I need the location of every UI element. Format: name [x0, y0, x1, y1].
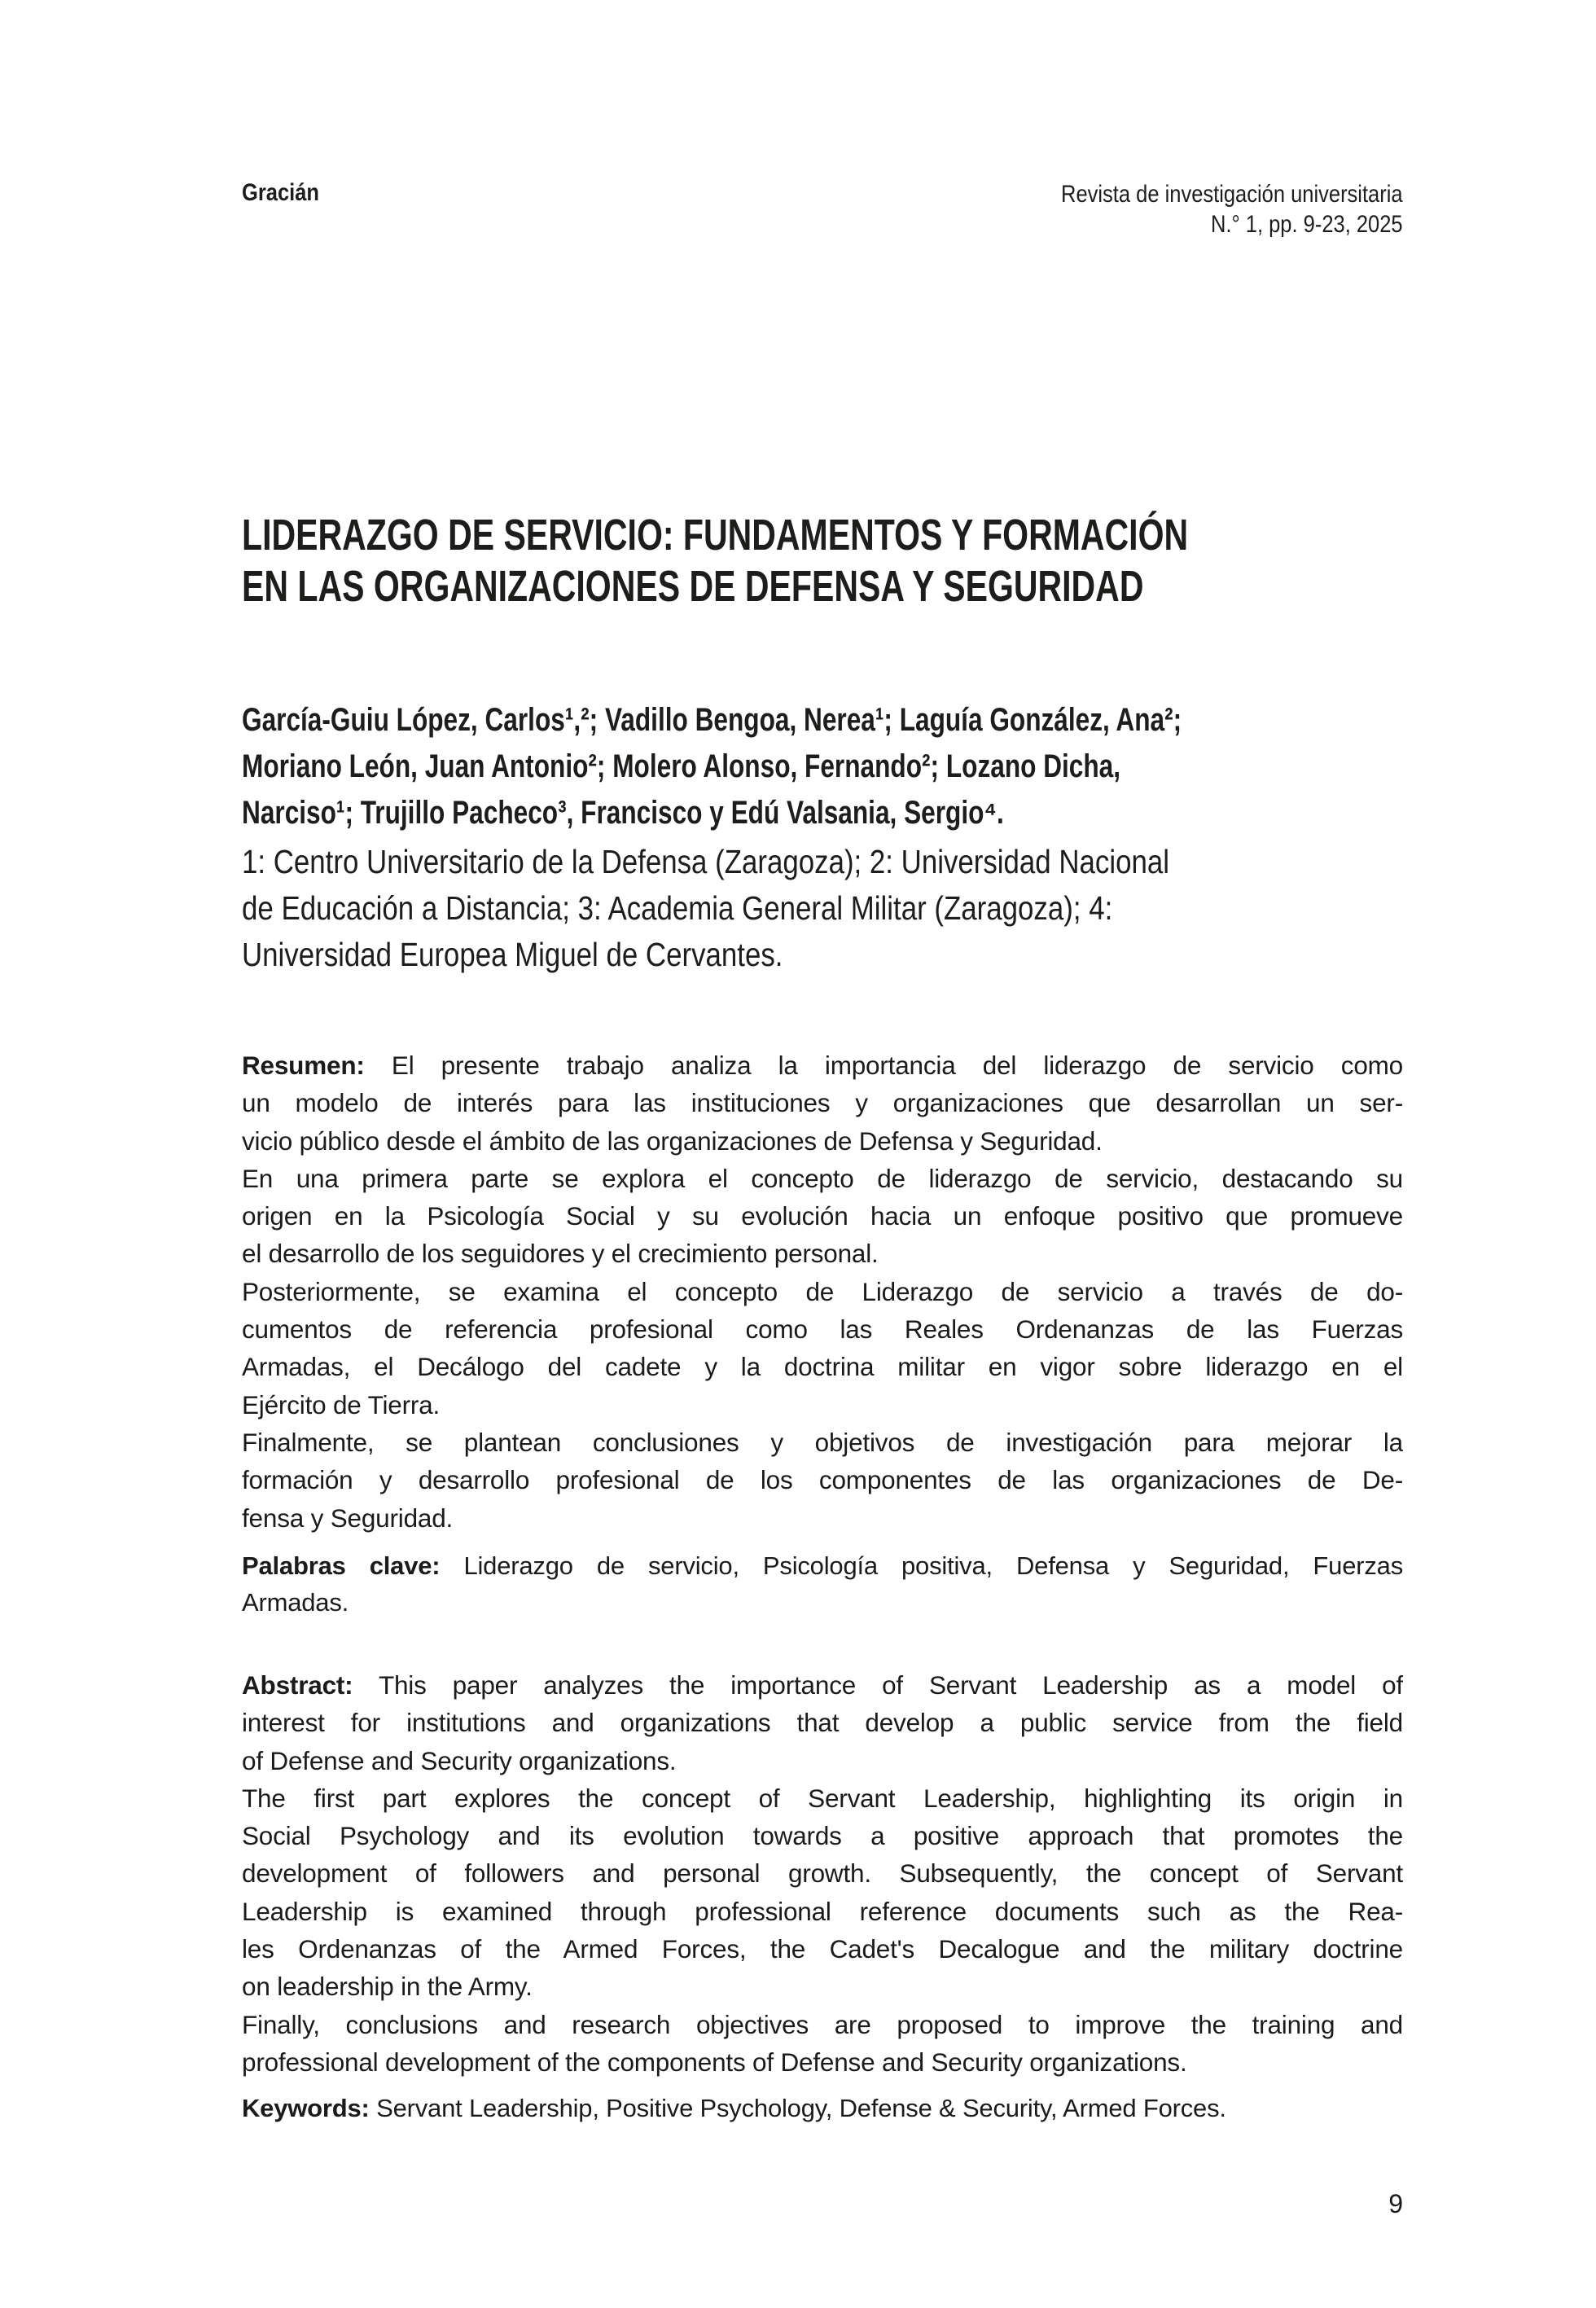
text-line: cumentos de referencia profesional como las Reales Ordenanzas de las Fuerzas: [242, 1314, 1403, 1345]
text-line: el desarrollo de los seguidores y el crecimiento personal.: [242, 1239, 879, 1269]
text-line: origen en la Psicología Social y su evolución hacia un enfoque positivo que promueve: [242, 1201, 1403, 1231]
text-line: les Ordenanzas of the Armed Forces, the Cadet's Decalogue and the military doctrine: [242, 1934, 1403, 1964]
text-line: Universidad Europea Miguel de Cervantes.: [242, 936, 783, 973]
text-line: vicio público desde el ámbito de las organizaciones de Defensa y Seguridad.: [242, 1125, 1103, 1156]
text-line: Moriano León, Juan Antonio²; Molero Alonso, Fernando²; Lozano Dicha,: [242, 748, 1121, 784]
text-line: interest for institutions and organizations that develop a public service from the field: [242, 1708, 1403, 1738]
text-line: Posteriormente, se examina el concepto de Liderazgo de servicio a través de do-: [242, 1276, 1403, 1306]
text-line: formación y desarrollo profesional de los componentes de las organizaciones de De-: [242, 1465, 1403, 1495]
text-line: The first part explores the concept of Servant Leadership, highlighting its origin in: [242, 1783, 1403, 1813]
page-number: 9: [1388, 2189, 1403, 2218]
text-line: En una primera parte se explora el concepto de liderazgo de servicio, destacando su: [242, 1163, 1403, 1193]
text-line: de Educación a Distancia; 3: Academia General Militar (Zaragoza); 4:: [242, 889, 1113, 927]
text-line: Abstract: This paper analyzes the importance of Servant Leadership as a model of: [242, 1670, 1403, 1700]
article-title: [242, 510, 1487, 612]
lead-label: Keywords:: [242, 2094, 370, 2122]
text-line: 1: Centro Universitario de la Defensa (Zaragoza); 2: Universidad Nacional: [242, 843, 1169, 880]
text-line: Armadas.: [242, 1588, 349, 1617]
keywords-section: [242, 2090, 1403, 2126]
journal-name: Revista de investigación universitaria: [1061, 181, 1403, 208]
running-header-author: Gracián: [242, 179, 319, 206]
text-line: EN LAS ORGANIZACIONES DE DEFENSA Y SEGURIDAD: [242, 562, 1144, 611]
text-line: on leadership in the Army.: [242, 1972, 533, 2002]
lead-label: Abstract:: [242, 1670, 353, 1700]
text-line: Palabras clave: Liderazgo de servicio, Psicología positiva, Defensa y Seguridad, Fuerzas: [242, 1551, 1403, 1580]
text-line: Resumen: El presente trabajo analiza la importancia del liderazgo de servicio como: [242, 1051, 1403, 1080]
lead-label: Palabras clave:: [242, 1551, 441, 1580]
text-line: Finalmente, se plantean conclusiones y objetivos de investigación para mejorar la: [242, 1427, 1403, 1457]
text-line: Finally, conclusions and research objectives are proposed to improve the training and: [242, 2009, 1403, 2039]
journal-issue: N.° 1, pp. 9-23, 2025: [1211, 211, 1403, 238]
text-line: Narciso¹; Trujillo Pacheco³, Francisco y Edú Valsania, Sergio⁴.: [242, 795, 1004, 831]
text-line: development of followers and personal growth. Subsequently, the concept of Servant: [242, 1858, 1403, 1889]
text-line: Armadas, el Decálogo del cadete y la doctrina militar en vigor sobre liderazgo en el: [242, 1352, 1403, 1382]
text-line: Leadership is examined through professional reference documents such as the Rea-: [242, 1896, 1403, 1926]
text-line: of Defense and Security organizations.: [242, 1745, 677, 1775]
lead-label: Resumen:: [242, 1051, 365, 1080]
resumen-section: [242, 1046, 1403, 1537]
running-header-journal: [1061, 179, 1403, 239]
palabras-clave-section: [242, 1547, 1403, 1621]
authors-list: [242, 697, 1432, 836]
text-line: Keywords: Servant Leadership, Positive Psychology, Defense & Security, Armed Forces.: [242, 2094, 1226, 2122]
affiliations: [242, 839, 1333, 978]
text-line: Social Psychology and its evolution towards a positive approach that promotes the: [242, 1821, 1403, 1851]
text-line: García-Guiu López, Carlos¹,²; Vadillo Bengoa, Nerea¹; Laguía González, Ana²;: [242, 702, 1182, 738]
text-line: un modelo de interés para las instituciones y organizaciones que desarrollan un ser-: [242, 1088, 1403, 1118]
abstract-section: [242, 1666, 1403, 2081]
text-line: fensa y Seguridad.: [242, 1503, 454, 1533]
text-line: Ejército de Tierra.: [242, 1389, 441, 1419]
text-line: LIDERAZGO DE SERVICIO: FUNDAMENTOS Y FORMACIÓN: [242, 511, 1189, 559]
text-line: professional development of the components of Defense and Security organizations.: [242, 2047, 1187, 2077]
